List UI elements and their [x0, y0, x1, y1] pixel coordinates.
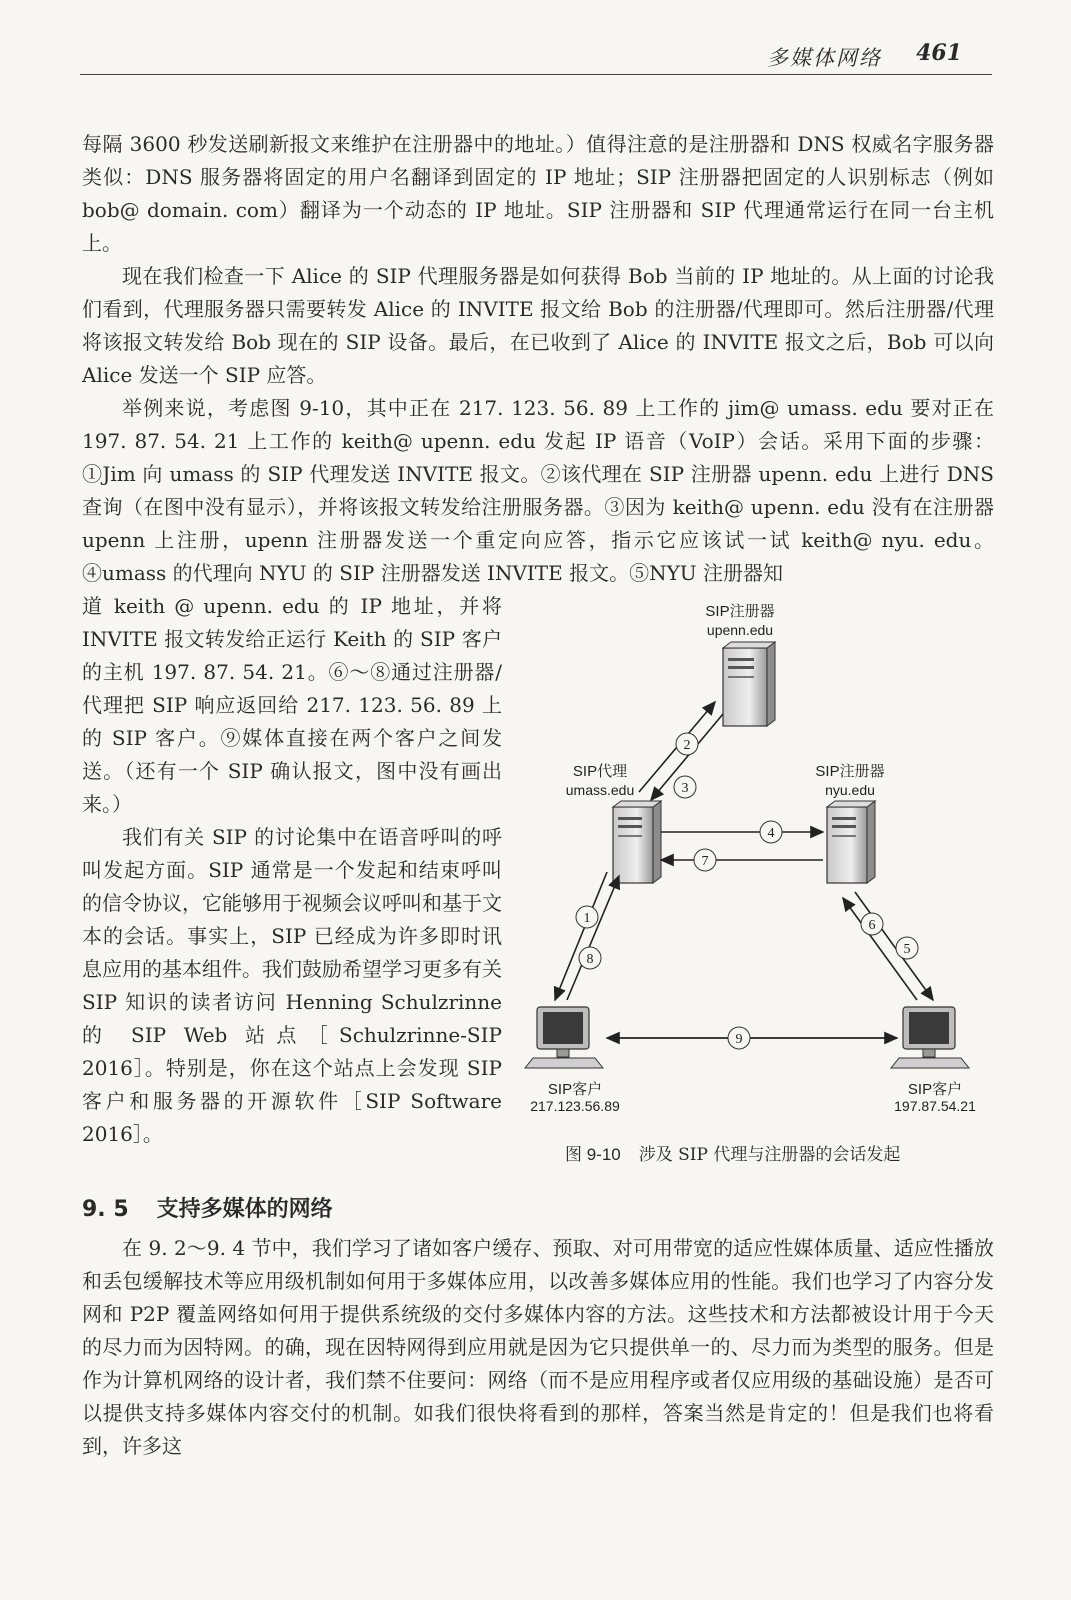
section-number: 9. 5 [82, 1197, 129, 1222]
label-proxy-umass-role: SIP代理 [572, 763, 628, 780]
svg-text:8: 8 [586, 952, 594, 967]
paragraph-3: 举例来说，考虑图 9-10，其中正在 217. 123. 56. 89 上工作的 jim@ umass. edu 要对正在 197. 87. 54. 21 上工作的 keith@ upenn. edu 发起 IP 语音（VoIP）会话。采用下面的步骤：①Jim 向 umass 的 SIP 代理发送 INVITE 报文。②该代理在 SIP 注册器 upenn. edu 上进行 DNS 查询（在图中没有显示），并将该报文转发给注册服务器。③因为 keith@ upenn. edu 没有在注册器 upenn 上注册，upenn 注册器发送一个重定向应答，指示它应该试一试 keith@ nyu. edu。④umass 的代理向 NYU 的 SIP 注册器发送 INVITE 报文。⑤NYU 注册器知 [82, 396, 994, 585]
computer-icon-client-left [525, 1007, 603, 1068]
svg-text:4: 4 [767, 826, 775, 841]
figure-sip-session [515, 592, 995, 1112]
svg-text:7: 7 [701, 854, 709, 869]
step-badge-2 [676, 733, 698, 755]
svg-text:5: 5 [903, 942, 911, 957]
page-number: 461 [916, 40, 962, 66]
paragraph-4: 我们有关 SIP 的讨论集中在语音呼叫的呼叫发起方面。SIP 通常是一个发起和结束呼叫的信令协议，它能够用于视频会议呼叫和基于文本的会话。事实上，SIP 已经成为许多即时讯息应用的基本组件。我们鼓励希望学习更多有关 SIP 知识的读者访问 Henning Schulzrinne 的 SIP Web 站点［Schulzrinne-SIP 2016］。特别是，你在这个站点上会发现 SIP 客户和服务器的开源软件［SIP Software 2016］。 [82, 825, 502, 1146]
figure-caption [565, 1140, 985, 1165]
arrow-step-1 [567, 876, 619, 1000]
paragraph-1: 每隔 3600 秒发送刷新报文来维护在注册器中的地址。）值得注意的是注册器和 DNS 权威名字服务器类似：DNS 服务器将固定的用户名翻译到固定的 IP 地址；SIP 注册器把固定的人识别标志（例如 bob@ domain. com）翻译为一个动态的 IP 地址。SIP 注册器和 SIP 代理通常运行在同一台主机上。 [82, 132, 994, 255]
server-icon-nyu [827, 801, 875, 883]
step-badge-9 [728, 1027, 750, 1049]
step-badge-8 [579, 947, 601, 969]
label-client-left-role: SIP客户 [547, 1081, 603, 1098]
label-registrar-upenn-host: upenn.edu [706, 622, 774, 638]
svg-text:9: 9 [735, 1032, 743, 1047]
figure-caption-number: 图 9-10 [565, 1145, 621, 1164]
label-client-left-ip: 217.123.56.89 [530, 1098, 620, 1114]
server-icon-umass-proxy [613, 801, 661, 883]
label-proxy-umass-host: umass.edu [565, 782, 635, 798]
step-badge-7 [694, 849, 716, 871]
section-heading [82, 1192, 333, 1223]
figure-caption-text: 涉及 SIP 代理与注册器的会话发起 [638, 1145, 901, 1165]
paragraph-2: 现在我们检查一下 Alice 的 SIP 代理服务器是如何获得 Bob 当前的 IP 地址的。从上面的讨论我们看到，代理服务器只需要转发 Alice 的 INVITE 报文给 Bob 的注册器/代理即可。然后注册器/代理将该报文转发给 Bob 现在的 SIP 设备。最后，在已收到了 Alice 的 INVITE 报文之后，Bob 可以向 Alice 发送一个 SIP 应答。 [82, 264, 994, 387]
label-registrar-nyu-role: SIP注册器 [815, 763, 885, 780]
step-badge-5 [896, 937, 918, 959]
paragraph-5: 在 9. 2～9. 4 节中，我们学习了诸如客户缓存、预取、对可用带宽的适应性媒体质量、适应性播放和丢包缓解技术等应用级机制如何用于多媒体应用，以改善多媒体应用的性能。我们也学习了内容分发网和 P2P 覆盖网络如何用于提供系统级的交付多媒体内容的方法。这些技术和方法都被设计用于今天的尽力而为因特网。的确，现在因特网得到应用就是因为它只提供单一的、尽力而为类型的服务。但是作为计算机网络的设计者，我们禁不住要问：网络（而不是应用程序或者仅应用级的基础设施）是否可以提供支持多媒体内容交付的机制。如我们很快将看到的那样，答案当然是肯定的！但是我们也将看到，许多这 [82, 1236, 994, 1458]
running-title: 多媒体网络 [767, 46, 882, 70]
arrow-step-5 [855, 892, 933, 1000]
arrow-step-8 [555, 872, 607, 1000]
section-title: 支持多媒体的网络 [156, 1197, 333, 1222]
svg-text:3: 3 [681, 781, 689, 796]
computer-icon-client-right [891, 1007, 969, 1068]
label-client-right-ip: 197.87.54.21 [894, 1098, 976, 1114]
svg-text:1: 1 [583, 911, 591, 926]
svg-text:2: 2 [683, 738, 691, 753]
step-badge-3 [674, 776, 696, 798]
page-header [80, 38, 992, 75]
step-badge-6 [861, 913, 883, 935]
server-icon-upenn [723, 642, 775, 726]
label-registrar-upenn-role: SIP注册器 [705, 603, 775, 620]
svg-text:6: 6 [868, 918, 876, 933]
label-registrar-nyu-host: nyu.edu [825, 782, 875, 798]
sip-diagram [515, 592, 995, 1112]
step-badge-1 [576, 906, 598, 928]
paragraph-3-continued: 道 keith @ upenn. edu 的 IP 地址，并将 INVITE 报文转发给正运行 Keith 的 SIP 客户的主机 197. 87. 54. 21。⑥～⑧通过注册器/代理把 SIP 响应返回给 217. 123. 56. 89 上的 SIP 客户。⑨媒体直接在两个客户之间发送。（还有一个 SIP 确认报文，图中没有画出来。） [82, 594, 502, 816]
step-badge-4 [760, 821, 782, 843]
label-client-right-role: SIP客户 [907, 1081, 963, 1098]
